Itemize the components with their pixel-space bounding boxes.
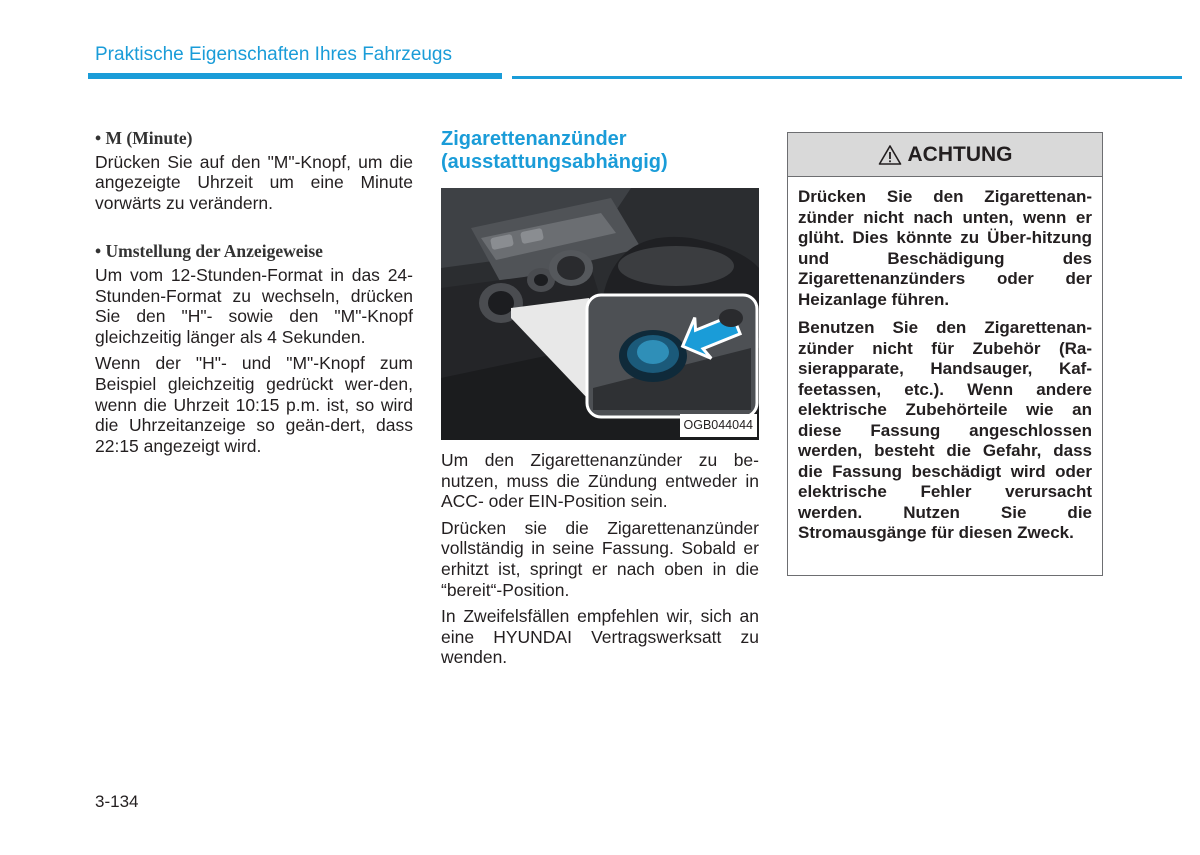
minute-heading: • M (Minute) (95, 128, 193, 148)
warning-triangle-icon (878, 144, 902, 166)
cigarette-lighter-photo-icon (441, 188, 759, 440)
section-heading-line-2: (ausstattungsabhängig) (441, 151, 668, 173)
figure-label: OGB044044 (680, 414, 758, 437)
lighter-paragraph-3: In Zweifelsfällen empfehlen wir, sich an eine HYUNDAI Vertragswerksatt zu wenden. (441, 606, 759, 668)
caution-body (788, 177, 1102, 544)
cigarette-lighter-figure (441, 188, 759, 440)
spacer (95, 219, 413, 241)
page-header-title: Praktische Eigenschaften Ihres Fahrzeugs (95, 44, 452, 65)
display-mode-paragraph-1: Um vom 12-Stunden-Format in das 24-Stunden-Format zu wechseln, drücken Sie den "H"- sowie den "M"-Knopf gleichzeitig länger als 4 Sekunden. (95, 264, 413, 347)
left-column (95, 128, 413, 462)
middle-column (441, 128, 759, 674)
section-heading-line-1: Zigarettenanzünder (441, 128, 627, 150)
caution-box (787, 132, 1103, 576)
minute-text: Drücken Sie auf den "M"-Knopf, um die angezeigte Uhrzeit um eine Minute vorwärts zu verändern. (95, 151, 413, 213)
page-number: 3-134 (95, 792, 139, 811)
caution-title: ACHTUNG (907, 142, 1013, 166)
display-mode-heading: • Umstellung der Anzeigeweise (95, 241, 323, 262)
caution-paragraph-2: Benutzen Sie den Zigarettenan-zünder nicht für Zubehör (Ra-sierapparate, Handsauger, Kaf-feetassen, etc.). Wenn andere elektrische Zubehörteile wie an diese Fassung angeschlossen werden, besteht die Gefahr, dass die Fassung beschädigt wird oder elektrische Fehler verursacht werden. Nutzen Sie die Stromausgänge für diesen Zweck. (798, 318, 1092, 542)
section-heading (441, 128, 759, 174)
display-mode-paragraph-2: Wenn der "H"- und "M"-Knopf zum Beispiel gleichzeitig gedrückt wer-den, wenn die Uhrzeit 10:15 p.m. ist, so wird die Uhrzeitanzeige so geän-dert, dass 22:15 angezeigt wird. (95, 353, 413, 456)
lighter-paragraph-2: Drücken sie die Zigarettenanzünder vollständig in seine Fassung. Sobald er erhitzt ist, springt er nach oben in die “bereit“-Position. (441, 517, 759, 600)
lighter-paragraph-1: Um den Zigarettenanzünder zu be-nutzen, muss die Zündung entweder in ACC- oder EIN-Position sein. (441, 450, 759, 512)
header-rule-thin (512, 76, 1182, 79)
caution-paragraph-1: Drücken Sie den Zigarettenan-zünder nicht nach unten, wenn er glüht. Dies könnte zu Über-hitzung und Beschädigung des Zigarettenanzünders oder der Heizanlage führen. (798, 187, 1092, 309)
header-rule-thick (88, 73, 502, 79)
caution-header (788, 133, 1102, 177)
